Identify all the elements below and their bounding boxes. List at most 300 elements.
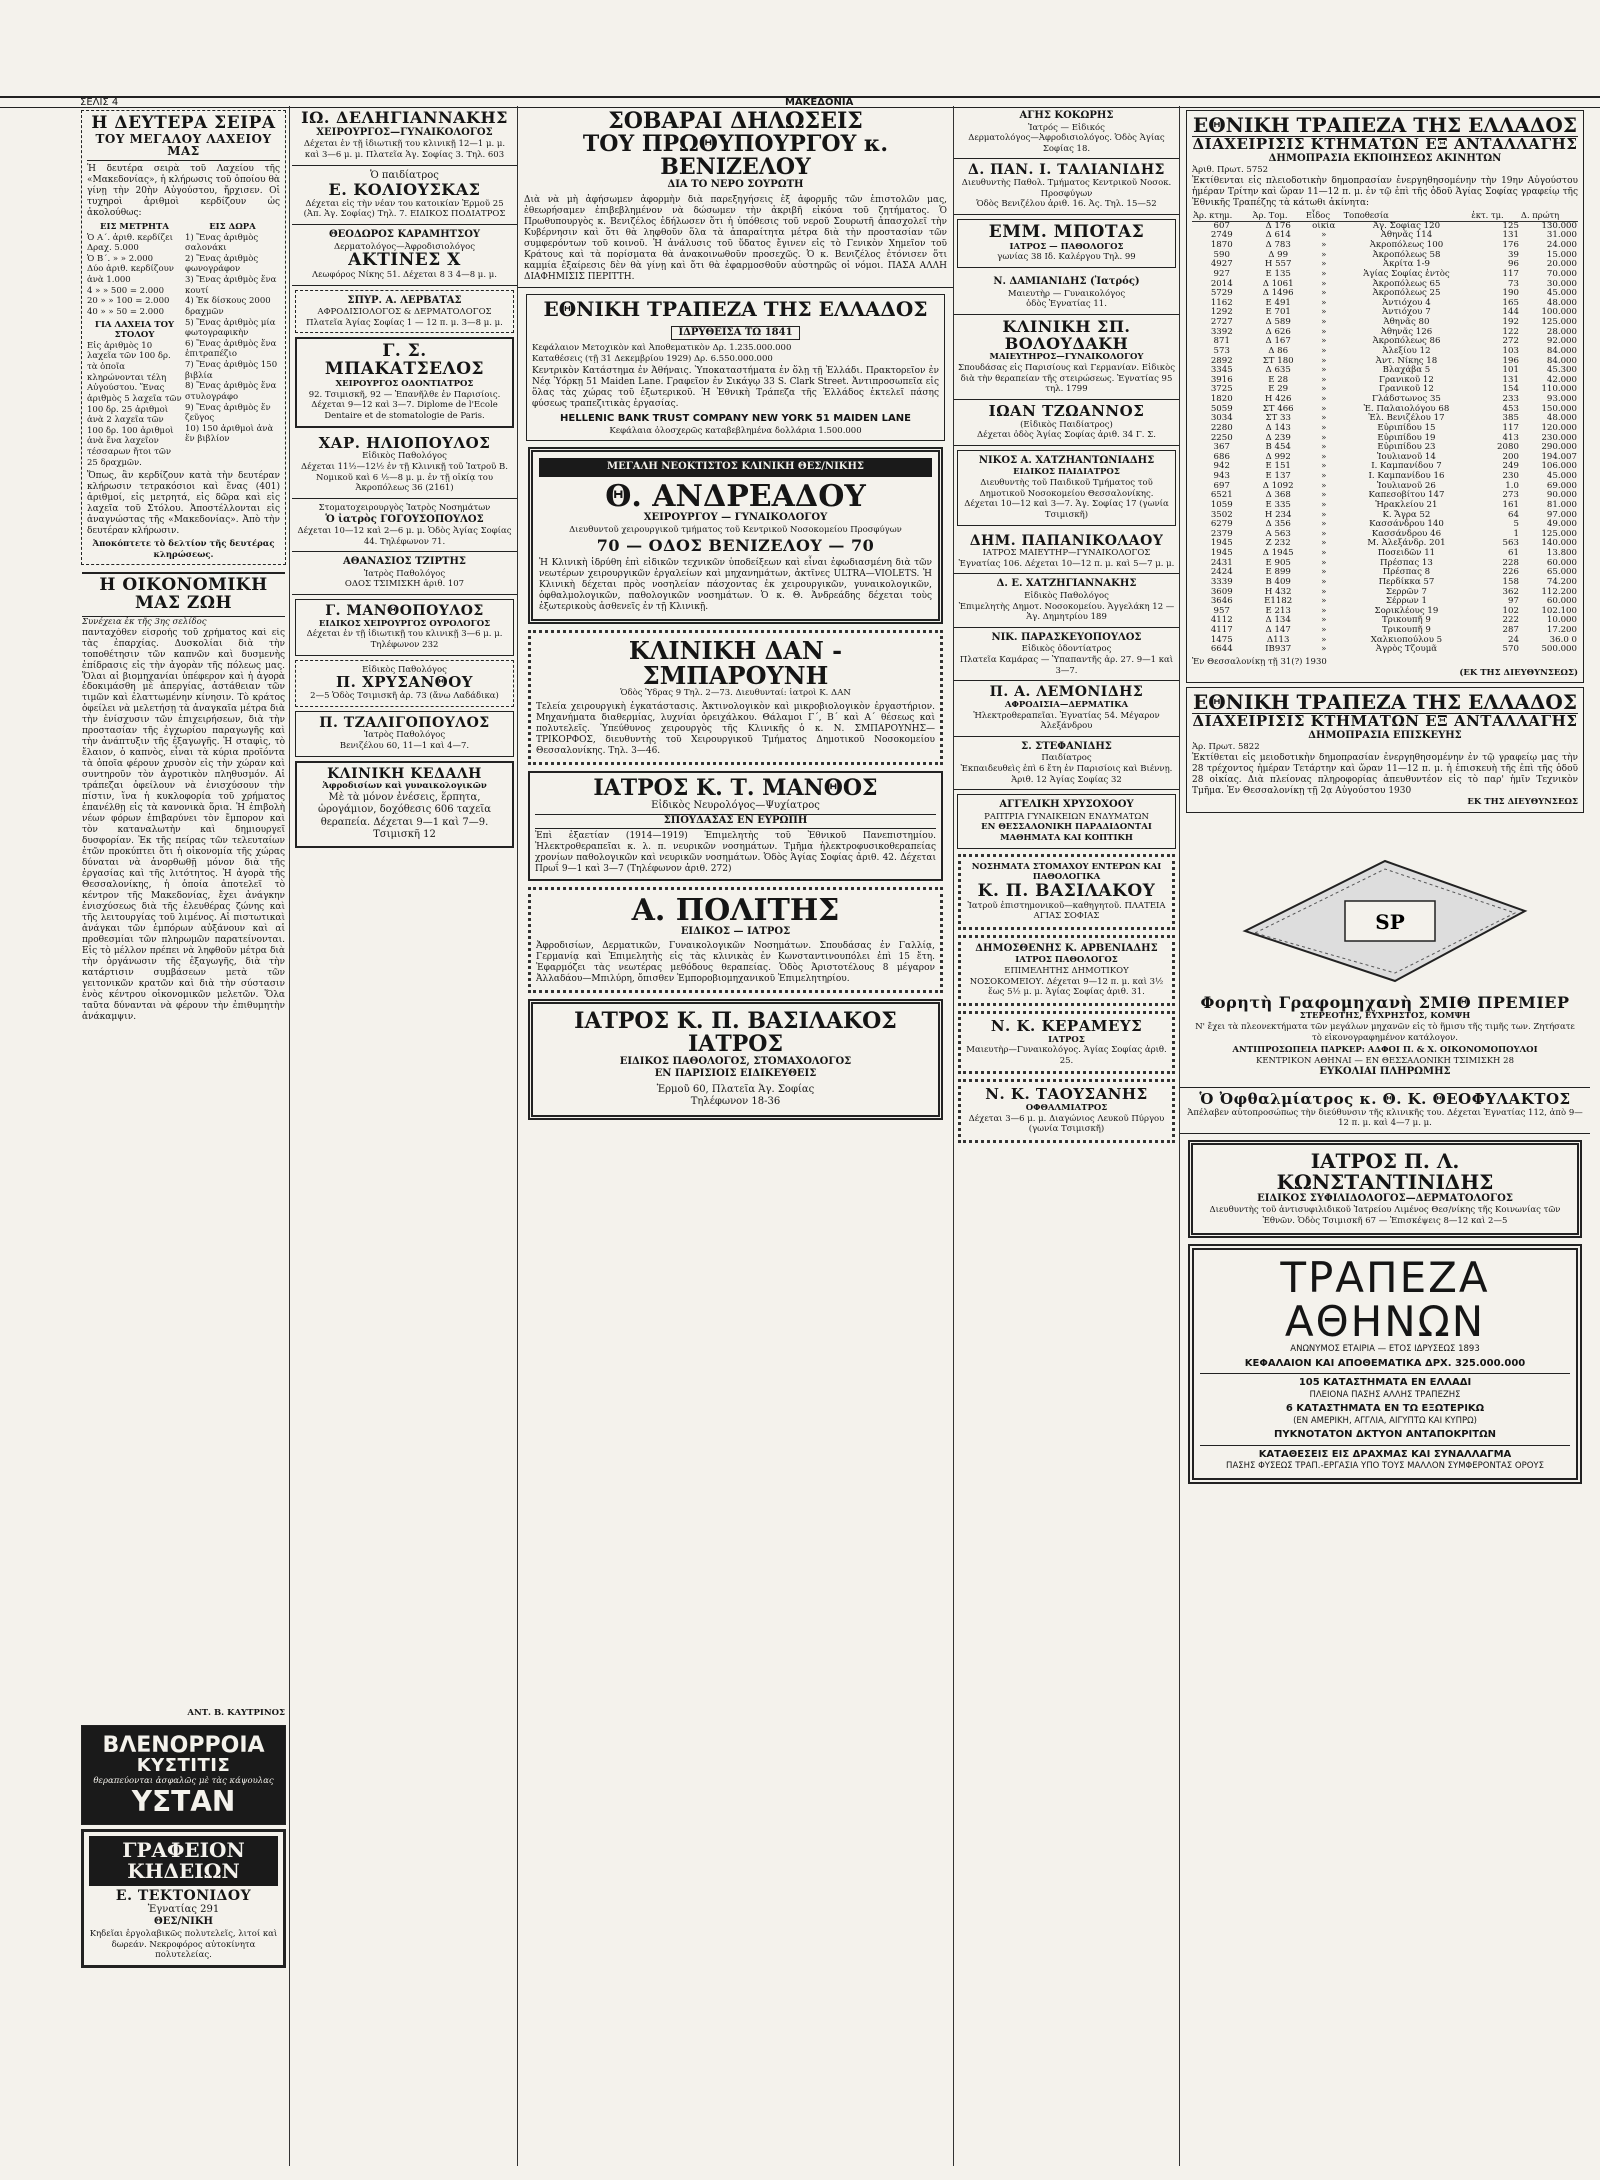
table-cell: Δ 99 — [1268, 249, 1289, 260]
table-cell: 110.000 — [1541, 384, 1577, 395]
table-cell: » — [1321, 557, 1327, 568]
table-cell: » — [1321, 625, 1327, 636]
table-cell: 3392 — [1210, 326, 1233, 337]
table-cell: Δ 1496 — [1262, 288, 1294, 299]
property-table-body — [1192, 221, 1578, 655]
cash-list — [87, 233, 182, 318]
doctor-ad: Π. ΤΖΑΛΙΓΟΠΟΥΛΟΣ Ἰατρὸς Παθολόγος Βενιζέλου 60, 11—1 καὶ 4—7. — [295, 711, 514, 757]
table-row — [1192, 588, 1578, 598]
table-cell: 1.0 — [1505, 480, 1519, 491]
cash-heading: ΕΙΣ ΜΕΤΡΗΤΑ — [100, 221, 169, 232]
table-cell: 570 — [1502, 644, 1519, 655]
list-item: Ὁ Β΄. » » 2.000 — [87, 253, 154, 264]
table-cell: 5 — [1513, 519, 1519, 530]
table-cell: Ἐλ. Βενιζέλου 17 — [1368, 413, 1445, 424]
table-cell: 28.000 — [1546, 326, 1577, 337]
table-cell: 161 — [1502, 499, 1519, 510]
table-cell: 5729 — [1210, 288, 1233, 299]
table-cell: 6279 — [1210, 519, 1233, 530]
table-cell: 697 — [1213, 480, 1230, 491]
doctor-ad: ΙΩΑΝ ΤΖΩΑΝΝΟΣ (Εἰδικὸς Παιδίατρος) Δέχεται ὁδὸς Ἁγίας Σοφίας ἀριθ. 34 Γ. Σ. — [954, 400, 1179, 446]
list-item: 7) Ἕνας ἀριθμὸς 150 βιβλία — [185, 360, 278, 381]
table-cell: » — [1321, 297, 1327, 308]
table-cell: 122 — [1502, 326, 1519, 337]
table-cell: 1059 — [1210, 499, 1233, 510]
table-cell: Ἀκροπόλεως 65 — [1372, 278, 1441, 289]
table-cell: 45.000 — [1546, 471, 1577, 482]
table-cell: Μ. Ἀλεξάνδρ. 201 — [1367, 538, 1446, 549]
table-cell: 3609 — [1210, 586, 1233, 597]
table-cell: 176 — [1502, 240, 1519, 251]
table-cell: 6644 — [1210, 644, 1233, 655]
column-1 — [78, 106, 290, 2166]
table-cell: Πρέσπας 13 — [1380, 557, 1433, 568]
table-cell: Δ 992 — [1265, 451, 1291, 462]
list-item: 10) 150 ἀριθμοὶ ἀνὰ ἕν βιβλίον — [185, 423, 274, 445]
table-cell: » — [1321, 336, 1327, 347]
doctor-ad: Ν. Κ. ΚΕΡΑΜΕΥΣ ΙΑΤΡΟΣ Μαιευτὴρ—Γυναικολόγος. Ἁγίας Σοφίας ἀριθ. 25. — [958, 1011, 1175, 1075]
table-cell: Η 557 — [1264, 259, 1292, 270]
table-cell: Ε1182 — [1264, 596, 1293, 607]
table-cell: » — [1321, 644, 1327, 655]
table-cell: » — [1321, 567, 1327, 578]
table-cell: 500.000 — [1541, 644, 1577, 655]
table-cell: » — [1321, 268, 1327, 279]
konstantinidis-ad: ΙΑΤΡΟΣ Π. Λ. ΚΩΝΣΤΑΝΤΙΝΙΔΗΣ ΕΙΔΙΚΟΣ ΣΥΦΙΛΙΔΟΛΟΓΟΣ—ΔΕΡΜΑΤΟΛΟΓΟΣ Διευθυντὴς τοῦ ἀντισυφιλιδικοῦ Ἰατρείου Λιμένος Θεσ/νίκης τῆς Κοινωνίας τῶν Ἐθνῶν. Ὁδὸς Τσιμισκῆ 67 — Ἐπισκέψεις 8—12 καὶ 2—5 — [1188, 1140, 1582, 1238]
table-cell: Η 432 — [1264, 586, 1292, 597]
seamstress-ad: ΑΓΓΕΛΙΚΗ ΧΡΥΣΟΧΟΟΥ ΡΑΠΤΡΙΑ ΓΥΝΑΙΚΕΙΩΝ ΕΝΔΥΜΑΤΩΝ ΕΝ ΘΕΣΣΑΛΟΝΙΚΗ ΠΑΡΑΔΙΔΟΝΤΑΙ ΜΑΘΗΜΑΤΑ ΚΑΙ ΚΟΠΤΙΚΗ — [957, 794, 1176, 848]
doctor-ad: ΔΗΜ. ΠΑΠΑΝΙΚΟΛΑΟΥ ΙΑΤΡΟΣ ΜΑΙΕΥΤΗΡ—ΓΥΝΑΙΚΟΛΟΓΟΣ Ἐγνατίας 106. Δέχεται 10—12 π. μ. καὶ 5—7 μ. μ. — [954, 530, 1179, 575]
table-cell: 92.000 — [1546, 336, 1577, 347]
table-cell: 3345 — [1210, 365, 1233, 376]
table-cell: » — [1321, 634, 1327, 645]
table-cell: 1475 — [1210, 634, 1233, 645]
table-cell: Ἀθηνᾶς 80 — [1383, 317, 1430, 328]
table-cell: Δ 368 — [1265, 490, 1291, 501]
table-cell: » — [1321, 432, 1327, 443]
table-cell: 192 — [1502, 317, 1519, 328]
bank-auction-notice: ΕΘΝΙΚΗ ΤΡΑΠΕΖΑ ΤΗΣ ΕΛΛΑΔΟΣ ΔΙΑΧΕΙΡΙΣΙΣ ΚΤΗΜΑΤΩΝ ΕΞ ΑΝΤΑΛΛΑΓΗΣ ΔΗΜΟΠΡΑΣΙΑ ΕΚΠΟΙΗΣΕΩΣ ΑΚΙΝΗΤΩΝ Ἀριθ. Πρωτ. 5752 Ἐκτίθενται εἰς πλειοδοτικὴν δημοπρασίαν ἐνεργηθησομένην τὴν 19ην Αὐγούστου ἡμέραν Τρίτην καὶ ὥραν 11—12 π. μ. ἐν τῷ ἐπὶ τῆς ὁδοῦ Ἁγίας Σοφίας γραφείῳ τῆς Ἐθνικῆς Τραπέζης τὰ κάτωθι ἀκίνητα: Ἀρ. κτημ. Ἀρ. Τομ. Εἶδος Τοποθεσία ἐκτ. τμ. Δ. πρώτη 607 Δ 176 οἰκία Ἁγ. Σοφίας 120 125 130.000 2749 Δ 614 » Ἀθηνᾶς 114 131 31.000 1870 Δ 783 » Ἀκροπόλεως 100 176 24.000 590 Δ 99 » Ἀκροπόλεως 58 39 15.000 4927 Η 557 » Ἀκρίτα 1-9 96 20.000 927 Ε 135 » Ἁγίας Σοφίας ἐντὸς 117 70.000 2014 Δ 1061 » Ἀκροπόλεως 65 73 30.000 5729 Δ 1496 » Ἀκροπόλεως 25 190 45.000 1162 Ε 491 » Ἀντιόχου 4 165 48.000 1292 Ε 701 » Ἀντιόχου 7 144 100.000 2727 Δ 589 » Ἀθηνᾶς 80 192 125.000 3392 Δ 626 » Ἀθηνᾶς 126 122 28.000 871 Δ 167 » Ἀκροπόλεως 86 272 92.000 573 Δ 86 » Ἀλεξίου 12 103 84.000 2892 ΣΤ 180 » Ἀντ. Νίκης 18 196 84.000 3345 Δ 635 » Βλαχάβα 5 101 45.300 3916 Ε 28 » Γρανικοῦ 12 131 42.000 3725 Ε 29 » Γρανικοῦ 12 154 110.000 1820 Η 426 » Γλάδστωνος 35 233 93.000 5059 ΣΤ 466 » Ἐ. Παλαιολόγου 68 453 150.000 3034 ΣΤ 33 » Ἐλ. Βενιζέλου 17 385 48.000 2280 Δ 143 » Εὐριπίδου 15 117 120.000 2250 Δ 239 » Εὐριπίδου 19 413 230.000 367 Β 454 » Εὐριπίδου 23 2080 290.000 686 Δ 992 » Ἰουλιανοῦ 14 200 194.007 942 Ε 151 » Ι. Καμπανίδου 7 249 106.000 943 Ε 137 » Ι. Καμπανίδου 16 230 45.000 697 Δ 1092 » Ἰουλιανοῦ 26 1.0 69.000 6521 Δ 368 » Καπεσοβίτου 147 273 90.000 1059 Ε 335 » Ἡρακλείου 21 161 81.000 3502 Η 234 » Κ. Ἄγρα 52 64 97.000 6279 Δ 356 » Κασσάνδρου 140 5 49.000 2379 Α 563 » Κασσάνδρου 46 1 125.000 1945 Ζ 232 » Μ. Ἀλεξάνδρ. 201 563 140.000 1945 Δ 1945 » Ποσειδῶν 11 61 13.800 2431 Ε 905 » Πρέσπας 13 228 60.000 2424 Ε 899 » Πρέσπας 8 226 65.000 3339 Β 409 » Περδίκκα 57 158 74.200 3609 Η 432 » Σερρῶν 7 362 112.200 3646 Ε1182 » Σέρρων 1 97 60.000 957 Ε 213 » Σορικλέους 19 102 102.100 4112 Δ 134 » Τρικουπῆ 9 222 10.000 4117 Δ 147 » Τρικουπῆ 9 287 17.200 1475 Δ113 » Χαλκιοπούλου 5 24 36.0 0 6644 ΙΒ937 » Ἀγρὸς Τζουμᾶ 570 500.000 Ἐν Θεσσαλονίκῃ τῇ 31(?) 1930 (ΕΚ ΤΗΣ ΔΙΕΥΘΥΝΣΕΩΣ) — [1186, 110, 1584, 683]
table-cell: Ε 29 — [1268, 384, 1289, 395]
staff-text: Εἰς ἀριθμὸς 10 λαχεῖα τῶν 100 δρ. τὰ ὁποῖα κληρώνονται τέλη Αὐγούστου. Ἕνας ἀριθμὸς 5 λαχεῖα τῶν 100 δρ. 25 ἀριθμοὶ ἀνὰ 2 λαχεῖα τῶν 100 δρ. 100 ἀριθμοὶ ἀνὰ ἕνα λαχεῖον τέσσαρων ἤτοι τῶν 25 δραχμῶν. — [87, 340, 182, 468]
table-cell: Ι. Καμπανίδου 16 — [1368, 471, 1445, 482]
table-cell: 927 — [1213, 268, 1230, 279]
table-cell: 96 — [1507, 259, 1519, 270]
table-cell: » — [1321, 480, 1327, 491]
table-cell: Σορικλέους 19 — [1374, 605, 1439, 616]
table-cell: 957 — [1213, 605, 1230, 616]
andreadou-clinic-ad: ΜΕΓΑΛΗ ΝΕΟΚΤΙΣΤΟΣ ΚΛΙΝΙΚΗ ΘΕΣ/ΝΙΚΗΣ Θ. ΑΝΔΡΕΑΔΟΥ ΧΕΙΡΟΥΡΓΟΥ — ΓΥΝΑΙΚΟΛΟΓΟΥ Διευθυντοῦ χειρουργικοῦ τμήματος τοῦ Κεντρικοῦ Νοσοκομείου Προσφύγων 70 — ΟΔΟΣ ΒΕΝΙΖΕΛΟΥ — 70 Ἡ Κλινικὴ ἱδρύθη ἐπὶ εἰδικῶν τεχνικῶν ὑποδείξεων καὶ εἶναι ἐφωδιασμένη διὰ τῶν νεωτέρων χειρουργικῶν ἐργαλείων καὶ μηχανημάτων, ἀκτῖνες ULTRA—VIOLETS. Ἡ Κλινικὴ δέχεται πρὸς νοσηλείαν πάσχοντας ἐκ χειρουργικῶν, γυναικολογικῶν, ὀφθαλμολογικῶν, παθολογικῶν νοσημάτων. Ὁ κ. Θ. Ἀνδρεάδης δέχεται τοὺς ἐξωτερικοὺς ἀσθενεῖς ἐν τῇ Κλινικῇ. — [528, 447, 943, 624]
table-cell: Ε 491 — [1265, 297, 1291, 308]
table-cell: Δ 167 — [1265, 336, 1291, 347]
table-cell: Δ 635 — [1265, 365, 1291, 376]
table-cell: 117 — [1502, 268, 1519, 279]
table-cell: 362 — [1502, 586, 1519, 597]
table-cell: 413 — [1502, 432, 1519, 443]
table-cell: Τρικουπῆ 9 — [1381, 625, 1431, 636]
table-cell: 10.000 — [1546, 615, 1577, 626]
table-cell: 3339 — [1210, 576, 1233, 587]
table-cell: 226 — [1502, 567, 1519, 578]
table-cell: Ἁγίας Σοφίας ἐντὸς — [1363, 268, 1450, 279]
table-cell: 30.000 — [1546, 278, 1577, 289]
gifts-list — [185, 233, 280, 446]
table-cell: 20.000 — [1546, 259, 1577, 270]
table-cell: 17.200 — [1546, 625, 1577, 636]
table-cell: 117 — [1502, 422, 1519, 433]
table-cell: 4117 — [1210, 625, 1233, 636]
vasilakos-ad: ΙΑΤΡΟΣ Κ. Π. ΒΑΣΙΛΑΚΟΣ ΙΑΤΡΟΣ ΕΙΔΙΚΟΣ ΠΑΘΟΛΟΓΟΣ, ΣΤΟΜΑΧΟΛΟΓΟΣ ΕΝ ΠΑΡΙΣΙΟΙΣ ΕΙΔΙΚΕΥΘΕΙΣ Ἑρμοῦ 60, Πλατεῖα Ἁγ. Σοφίας Τηλέφωνον 18-36 — [528, 999, 943, 1120]
bank-repair-notice: ΕΘΝΙΚΗ ΤΡΑΠΕΖΑ ΤΗΣ ΕΛΛΑΔΟΣ ΔΙΑΧΕΙΡΙΣΙΣ ΚΤΗΜΑΤΩΝ ΕΞ ΑΝΤΑΛΛΑΓΗΣ ΔΗΜΟΠΡΑΣΙΑ ΕΠΙΣΚΕΥΗΣ Ἀρ. Πρωτ. 5822 Ἐκτίθεται εἰς μειοδοτικὴν δημοπρασίαν ἐνεργηθησομένην ἐν τῷ γραφείῳ μας τὴν 28 τρέχοντος ἡμέραν Τετάρτην καὶ ὥραν 11—12 π. μ. ἡ ἐπισκευὴ τῆς ἐπὶ τῆς ὁδοῦ 28 οἰκίας. Διὰ πλείονας πληροφορίας ἀπευθυντέον εἰς τὸ παρ' ἡμῖν Τεχνικὸν Τμῆμα. Ἐν Θεσσαλονίκῃ τῇ 2ᾳ Αὐγούστου 1930 ΕΚ ΤΗΣ ΔΙΕΥΘΥΝΣΕΩΣ — [1186, 687, 1584, 812]
table-cell: Δ 614 — [1265, 230, 1291, 241]
table-cell: Ποσειδῶν 11 — [1377, 548, 1436, 559]
typewriter-illustration — [1225, 821, 1545, 991]
table-cell: » — [1321, 230, 1327, 241]
table-cell: » — [1321, 307, 1327, 318]
table-cell: » — [1321, 471, 1327, 482]
table-cell: Σέρρων 1 — [1385, 596, 1427, 607]
table-cell: Ε 899 — [1265, 567, 1291, 578]
table-cell: Ι. Καμπανίδου 7 — [1371, 461, 1442, 472]
table-cell: ΣΤ 33 — [1265, 413, 1291, 424]
table-cell: 48.000 — [1546, 413, 1577, 424]
lottery-title: Η ΔΕΥΤΕΡΑ ΣΕΙΡΑ — [91, 113, 276, 133]
table-cell: » — [1321, 278, 1327, 289]
table-cell: Χαλκιοπούλου 5 — [1370, 634, 1443, 645]
table-cell: Ἀκροπόλεως 86 — [1372, 336, 1441, 347]
bank-of-athens-ad: ΤΡΑΠΕΖΑ ΑΘΗΝΩΝ ΑΝΩΝΥΜΟΣ ΕΤΑΙΡΙΑ — ΕΤΟΣ ΙΔΡΥΣΕΩΣ 1893 ΚΕΦΑΛΑΙΟΝ ΚΑΙ ΑΠΟΘΕΜΑΤΙΚΑ ΔΡΧ. 325.000.000 105 ΚΑΤΑΣΤΗΜΑΤΑ ΕΝ ΕΛΛΑΔΙ ΠΛΕΙΟΝΑ ΠΑΣΗΣ ΑΛΛΗΣ ΤΡΑΠΕΖΗΣ 6 ΚΑΤΑΣΤΗΜΑΤΑ ΕΝ ΤΩ ΕΞΩΤΕΡΙΚΩ (ΕΝ ΑΜΕΡΙΚΗ, ΑΓΓΛΙΑ, ΑΙΓΥΠΤΩ ΚΑΙ ΚΥΠΡΩ) ΠΥΚΝΟΤΑΤΟΝ ΔΚΤΥΟΝ ΑΝΤΑΠΟΚΡΙΤΩΝ ΚΑΤΑΘΕΣΕΙΣ ΕΙΣ ΔΡΑΧΜΑΣ ΚΑΙ ΣΥΝΑΛΛΑΓΜΑ ΠΑΣΗΣ ΦΥΣΕΩΣ ΤΡΑΠ.-ΕΡΓΑΣΙΑ ΥΠΟ ΤΟΥΣ ΜΑΛΛΟΝ ΣΥΜΦΕΡΟΝΤΑΣ ΟΡΟΥΣ — [1188, 1244, 1582, 1484]
list-item: 4) Ἐκ δίσκους 2000 δραχμῶν — [185, 296, 271, 317]
lottery-closing: Ἀποκόπτετε τὸ δελτίον τῆς δευτέρας κληρώσεως. — [92, 539, 275, 560]
table-cell: 367 — [1213, 442, 1230, 453]
table-cell: Ἀντ. Νίκης 18 — [1375, 355, 1438, 366]
table-cell: 3725 — [1210, 384, 1233, 395]
table-cell: Γλάδστωνος 35 — [1371, 394, 1441, 405]
table-cell: » — [1321, 461, 1327, 472]
table-cell: 84.000 — [1546, 345, 1577, 356]
table-cell: 90.000 — [1546, 490, 1577, 501]
doctor-ad: Γ. ΜΑΝΘΟΠΟΥΛΟΣ ΕΙΔΙΚΟΣ ΧΕΙΡΟΥΡΓΟΣ ΟΥΡΟΛΟΓΟΣ Δέχεται ἐν τῇ ἰδιωτικῇ του κλινικῇ 3—6 μ. μ. Τηλέφωνον 232 — [295, 599, 514, 656]
table-cell: » — [1321, 365, 1327, 376]
table-cell: 4927 — [1210, 259, 1233, 270]
table-cell: 228 — [1502, 557, 1519, 568]
clinic-ad: ΚΛΙΝΙΚΗ ΚΕΔΑΛΗ Ἀφροδισίων καὶ γυναικολογικῶν Μὲ τὰ μόνον ἐνέσεις, ἕρπητα, ὡρογάμιον, δοχόθεσις 606 ταχεῖα θεραπεία. Δέχεται 9—1 καὶ 7—9. Τσιμισκῆ 12 — [295, 761, 514, 848]
table-cell: 31.000 — [1546, 230, 1577, 241]
lottery-note: Ὅπως, ἂν κερδίζουν κατὰ τὴν δευτέραν κλήρωσιν τετρακόσιοι καὶ ἕνας (401) ἀριθμοί, εἰς μετρητά, εἰς δῶρα καὶ εἰς λαχεῖα τοῦ Στόλου. Ἀποστέλλονται εἰς ἀναγνώστας τῆς «Μακεδονίας». Ἀπὸ τὴν δευτέραν κλήρωσιν. — [87, 471, 280, 537]
table-cell: » — [1321, 615, 1327, 626]
table-cell: 39 — [1507, 249, 1519, 260]
table-cell: Κ. Ἄγρα 52 — [1382, 509, 1431, 520]
table-cell: Δ 147 — [1265, 625, 1291, 636]
table-cell: 15.000 — [1546, 249, 1577, 260]
table-cell: 273 — [1502, 490, 1519, 501]
table-cell: Δ 589 — [1265, 317, 1291, 328]
table-cell: Εὐριπίδου 23 — [1377, 442, 1436, 453]
article-body: πανταχόθεν εἰσροής τοῦ χρήματος καὶ εἰς τὰς ἐπαρχίας. Δυσκολίαι διὰ τὴν τοποθέτησιν τῶν καπνῶν καὶ δυσμενὴς ἐπίδρασις εἰς τὴν ἀγορὰν τῆς πόλεως μας. Ὅλαι αἱ βιομηχανίαι ὑπέφερον καὶ ἡ ἀγορὰ ἐδοκιμάσθη μὲ ἀπεργίας, ἀστάθειαν τῶν τιμῶν καὶ ἐλαττωμένην κίνησιν. Τὸ κράτος ὀφείλει νὰ μελετήσῃ τὰ ἀναγκαῖα μέτρα διὰ τὴν ἐνίσχυσιν τῶν ἐπιχειρήσεων, διὰ τὴν προστασίαν τῆς ἐγχωρίου παραγωγῆς καὶ τὴν ἀνάπτυξιν τῆς ἐξαγωγῆς. Ἡ σταφὶς, τὸ ἔλαιον, ὁ καπνὸς, εἶναι τὰ κύρια προϊόντα τὰ ὁποῖα φέρουν χρυσὸν εἰς τὴν χώραν καὶ συντηροῦν τὸν ἀγροτικὸν πληθυσμόν. Αἱ τράπεζαι ὀφείλουν νὰ ἐνισχύσουν τὴν πίστιν, ἵνα ἡ κυκλοφορία τοῦ χρήματος ἐπανέλθῃ εἰς τὰ κανονικὰ ὅρια. Ἡ ἐπιβολὴ νέων φόρων ἐπιβαρύνει τὸν ἔμπορον καὶ τὸν καταναλωτὴν καὶ δημιουργεῖ δυσφορίαν. Ἐκ τῆς πείρας τῶν τελευταίων ἐτῶν προκύπτει ὅτι ἡ οἰκονομία τῆς χώρας δύναται νὰ ἀνορθωθῇ μόνον διὰ τῆς ἐργασίας καὶ τῆς λιτότητος. Ἡ ἀγορὰ τῆς Θεσσαλονίκης, ἡ ὁποία ἀποτελεῖ τὸ κέντρον τῆς Μακεδονίας, ἔχει ἀνάγκην ἐνισχύσεως διὰ τῆς ἐλευθέρας ζώνης καὶ τῆς λειτουργίας τοῦ λιμένος. Αἱ πιστωτικαὶ ἀνάγκαι τῶν ἐμπόρων αὐξάνουν καὶ αἱ προθεσμίαι τῶν πληρωμῶν παρατείνονται. Εἰς τὸ μέλλον πρέπει νὰ ληφθοῦν μέτρα διὰ τὴν ὀργάνωσιν τῆς ἐξαγωγῆς, διὰ τὴν κατάρτισιν συμβάσεων μετὰ τῶν γειτονικῶν κρατῶν καὶ διὰ τὴν σύστασιν ἑνὸς κέντρου οἰκονομικῶν μελετῶν. Ὅλα ταῦτα δύνανται νὰ φέρουν τὴν ἐπιθυμητὴν ἀνάκαμψιν. — [82, 627, 285, 1022]
table-cell: Δ113 — [1266, 634, 1290, 645]
table-cell: Ε 28 — [1268, 374, 1289, 385]
doctor-ad: ΙΩ. ΔΕΛΗΓΙΑΝΝΑΚΗΣ ΧΕΙΡΟΥΡΓΟΣ—ΓΥΝΑΙΚΟΛΟΓΟΣ Δέχεται ἐν τῇ ἰδιωτικῇ του κλινικῇ 12—1 μ. μ. καὶ 3—6 μ. μ. Πλατεῖα Ἁγ. Σοφίας 3. Τηλ. 603 — [292, 106, 517, 166]
table-cell: » — [1321, 374, 1327, 385]
table-cell: 1162 — [1210, 297, 1233, 308]
article-subtitle: ΔΙΑ ΤΟ ΝΕΡΟ ΣΟΥΡΩΤΗ — [667, 179, 804, 191]
table-cell: 2250 — [1210, 432, 1233, 443]
lottery-announcement — [81, 110, 286, 565]
table-cell: Α 563 — [1265, 528, 1291, 539]
table-cell: Β 454 — [1265, 442, 1291, 453]
staff-heading: ΓΙΑ ΛΑΧΕΙΑ ΤΟΥ ΣΤΟΛΟΥ — [94, 319, 175, 341]
doctor-ad: Ν. ΔΑΜΙΑΝΙΔΗΣ (Ἰατρός) Μαιευτὴρ — Γυναικολόγος ὁδὸς Ἐγνατίας 11. — [954, 272, 1179, 315]
table-cell: Ἁγ. Σοφίας 120 — [1372, 220, 1441, 231]
doctor-ad: Εἰδικὸς Παθολόγος Π. ΧΡΥΣΑΝΘΟΥ 2—5 Ὁδὸς Τσιμισκῆ ἀρ. 73 (ἄνω Λαδάδικα) — [295, 660, 514, 707]
list-item: Ὁ Α΄. ἀριθ. κερδίζει Δραχ. 5.000 — [87, 232, 173, 254]
table-cell: 563 — [1502, 538, 1519, 549]
table-cell: 45.300 — [1546, 365, 1577, 376]
list-item: 4 » » 500 = 2.000 — [87, 285, 164, 296]
table-cell: ΣΤ 180 — [1262, 355, 1294, 366]
table-cell: 1820 — [1210, 394, 1233, 405]
newspaper-name: ΜΑΚΕΔΟΝΙΑ — [784, 97, 854, 108]
table-cell: 45.000 — [1546, 288, 1577, 299]
table-cell: » — [1321, 259, 1327, 270]
table-cell: Καπεσοβίτου 147 — [1368, 490, 1445, 501]
list-item: 20 » » 100 = 2.000 — [87, 296, 170, 307]
table-cell: 81.000 — [1546, 499, 1577, 510]
table-cell: 607 — [1213, 220, 1230, 231]
table-cell: 130.000 — [1541, 220, 1577, 231]
table-cell: Δ 1092 — [1262, 480, 1294, 491]
table-cell: 65.000 — [1546, 567, 1577, 578]
table-cell: Τρικουπῆ 9 — [1381, 615, 1431, 626]
table-cell: 24 — [1507, 634, 1519, 645]
doctor-ad: Π. Α. ΛΕΜΟΝΙΔΗΣ ΑΦΡΟΔΙΣΙΑ—ΔΕΡΜΑΤΙΚΑ Ἠλεκτροθεραπεῖαι. Ἐγνατίας 54. Μέγαρον Ἀλεξάνδρου — [954, 681, 1179, 737]
table-cell: 230.000 — [1541, 432, 1577, 443]
table-cell: 453 — [1502, 403, 1519, 414]
table-cell: 103 — [1502, 345, 1519, 356]
doctor-ad: Δ. Ε. ΧΑΤΖΗΓΙΑΝΝΑΚΗΣ Εἰδικὸς Παθολόγος Ἐπιμελητὴς Δημοτ. Νοσοκομείου. Ἀγγελάκη 12 — Ἁγ. Δημητρίου 189 — [954, 574, 1179, 627]
table-cell: 69.000 — [1546, 480, 1577, 491]
doctor-ad: ΑΓΗΣ ΚΟΚΩΡΗΣ Ἰατρός — Εἰδικός Δερματολόγος—Ἀφροδισιολόγος. Ὁδὸς Ἁγίας Σοφίας 18. — [954, 106, 1179, 159]
table-cell: 272 — [1502, 336, 1519, 347]
table-cell: 190 — [1502, 288, 1519, 299]
table-cell: 112.200 — [1541, 586, 1577, 597]
table-cell: Πρέσπας 8 — [1382, 567, 1431, 578]
table-cell: Κασσάνδρου 140 — [1369, 519, 1444, 530]
table-cell: 200 — [1502, 451, 1519, 462]
table-cell: » — [1321, 394, 1327, 405]
table-cell: 2424 — [1210, 567, 1233, 578]
list-item: 3) Ἕνας ἀριθμὸς ἕνα κουτί — [185, 275, 277, 296]
table-cell: » — [1321, 605, 1327, 616]
table-cell: » — [1321, 288, 1327, 299]
table-cell: 385 — [1502, 413, 1519, 424]
table-cell: » — [1321, 317, 1327, 328]
table-cell: 287 — [1502, 625, 1519, 636]
table-cell: Ε 137 — [1265, 471, 1291, 482]
table-cell: Ἀκροπόλεως 100 — [1369, 240, 1444, 251]
typewriter-ad: SP Φορητὴ Γραφομηχανὴ ΣΜΙΘ ΠΡΕΜΙΕΡ ΣΤΕΡΕΟΤΗΣ, ΕΥΧΡΗΣΤΟΣ, ΚΟΜΨΗ Ν' ἔχει τὰ πλεονεκτήματα τῶν μεγάλων μηχανῶν εἰς τὸ ἥμισυ τῆς τιμῆς των. Ζητήσατε τὸ εἰκονογραφημένον κατάλογον. ΑΝΤΙΠΡΟΣΩΠΕΙΑ ΠΑΡΚΕΡ: ΑΔΦΟΙ Π. & Χ. ΟΙΚΟΝΟΜΟΠΟΥΛΟΙ ΚΕΝΤΡΙΚΟΝ ΑΘΗΝΑΙ — ΕΝ ΘΕΣΣΑΛΟΝΙΚΗ ΤΣΙΜΙΣΚΗ 28 ΕΥΚΟΛΙΑΙ ΠΛΗΡΩΜΗΣ — [1186, 817, 1584, 1083]
table-cell: 871 — [1213, 336, 1230, 347]
table-cell: » — [1321, 240, 1327, 251]
table-cell: Ἀγρὸς Τζουμᾶ — [1375, 644, 1438, 655]
table-cell: Η 426 — [1264, 394, 1292, 405]
table-cell: 573 — [1213, 345, 1230, 356]
blenorrhea-ad: ΒΛΕΝΟΡΡΟΙΑ ΚΥΣΤΙΤΙΣ θεραπεύονται ἀσφαλῶς μὲ τὰς κάψουλας ΥΣΤΑΝ — [81, 1725, 286, 1825]
table-cell: 106.000 — [1541, 461, 1577, 472]
table-cell: 686 — [1213, 451, 1230, 462]
table-cell: 165 — [1502, 297, 1519, 308]
table-cell: 102.100 — [1541, 605, 1577, 616]
list-item: 2) Ἕνας ἀριθμὸς φωνογράφον — [185, 253, 259, 275]
table-cell: 42.000 — [1546, 374, 1577, 385]
table-cell: Ε 701 — [1265, 307, 1291, 318]
doctor-ad: ΝΙΚ. ΠΑΡΑΣΚΕΥΟΠΟΥΛΟΣ Εἰδικὸς ὀδοντίατρος Πλατεῖα Καμάρας — Ὑπαπαντῆς ἀρ. 27. 9—1 καὶ 3—7. — [954, 628, 1179, 681]
table-cell: 120.000 — [1541, 422, 1577, 433]
table-cell: 2727 — [1210, 317, 1233, 328]
table-cell: » — [1321, 422, 1327, 433]
doctor-ad: Δ. ΠΑΝ. Ι. ΤΑΛΙΑΝΙΔΗΣ Διευθυντὴς Παθολ. Τμήματος Κεντρικοῦ Νοσοκ. Προσφύγων Ὁδὸς Βενιζέλου ἀριθ. 16. Ἀς. Τηλ. 15—52 — [954, 159, 1179, 215]
table-cell: » — [1321, 596, 1327, 607]
table-cell: 230 — [1502, 471, 1519, 482]
table-cell: 158 — [1502, 576, 1519, 587]
table-cell: 249 — [1502, 461, 1519, 472]
table-cell: 49.000 — [1546, 519, 1577, 530]
table-cell: Δ 239 — [1265, 432, 1291, 443]
table-cell: Δ 783 — [1265, 240, 1291, 251]
table-cell: Ε 335 — [1265, 499, 1291, 510]
table-cell: 140.000 — [1541, 538, 1577, 549]
table-cell: » — [1321, 528, 1327, 539]
table-cell: 73 — [1507, 278, 1519, 289]
doctor-ad: ΕΜΜ. ΜΠΟΤΑΣ ΙΑΤΡΟΣ — ΠΑΘΟΛΟΓΟΣ γωνίας 38 Ιδ. Καλέργου Τηλ. 99 — [957, 219, 1176, 268]
table-cell: Ε 213 — [1265, 605, 1291, 616]
table-cell: Περδίκκα 57 — [1378, 576, 1435, 587]
table-cell: 196 — [1502, 355, 1519, 366]
table-cell: 60.000 — [1546, 596, 1577, 607]
table-cell: 154 — [1502, 384, 1519, 395]
table-cell: 290.000 — [1541, 442, 1577, 453]
table-cell: Ἀκροπόλεως 58 — [1372, 249, 1441, 260]
table-cell: 144 — [1502, 307, 1519, 318]
table-cell: » — [1321, 413, 1327, 424]
table-cell: 125.000 — [1541, 317, 1577, 328]
table-cell: 3502 — [1210, 509, 1233, 520]
lottery-intro: Ἡ δευτέρα σειρὰ τοῦ Λαχείου τῆς «Μακεδονίας», ἡ κλήρωσις τοῦ ὁποίου θὰ γίνῃ τὴν 20ὴν Αὐγούστου, ἤρχισεν. Οἱ τυχηροὶ ἀριθμοὶ κερδίζουν ὡς ἀκολούθως: — [87, 164, 280, 218]
table-cell: 97.000 — [1546, 509, 1577, 520]
national-bank-ad: ΕΘΝΙΚΗ ΤΡΑΠΕΖΑ ΤΗΣ ΕΛΛΑΔΟΣ ΙΔΡΥΘΕΙΣΑ ΤΩ 1841 Κεφάλαιον Μετοχικὸν καὶ Ἀποθεματικὸν Δρ. 1.235.000.000 Καταθέσεις (τῇ 31 Δεκεμβρίου 1929) Δρ. 6.550.000.000 Κεντρικὸν Κατάστημα ἐν Ἀθήναις. Ὑποκαταστήματα ἐν ὅλῃ τῇ Ἑλλάδι. Πρακτορεῖον ἐν Νέᾳ Ὑόρκῃ 51 Maiden Lane. Γραφεῖον ἐν Σικάγῳ 33 S. Clark Street. Ἀντιπροσωπεῖα εἰς ὅλας τὰς χώρας τοῦ ἐξωτερικοῦ. Ἡ Ἐθνικὴ Τράπεζα τῆς Ἑλλάδος ἐκτελεῖ πάσης φύσεως τραπεζιτικὰς ἐργασίας. HELLENIC BANK TRUST COMPANY NEW YORK 51 MAIDEN LANE Κεφάλαια ὁλοσχερῶς καταβεβλημένα δολλάρια 1.500.000 — [526, 294, 945, 442]
table-cell: 13.800 — [1546, 548, 1577, 559]
doctor-ad: ΘΕΟΔΩΡΟΣ ΚΑΡΑΜΗΤΣΟΥ Δερματολόγος—Ἀφροδισιολόγος ΑΚΤΙΝΕΣ Χ Λεωφόρος Νίκης 51. Δέχεται 8 3 4—8 μ. μ. — [292, 225, 517, 286]
table-cell: Ε 135 — [1265, 268, 1291, 279]
table-cell: 93.000 — [1546, 394, 1577, 405]
table-cell: Σερρῶν 7 — [1385, 586, 1427, 597]
table-cell: 101 — [1502, 365, 1519, 376]
table-row — [1192, 578, 1578, 588]
lottery-subtitle: ΤΟΥ ΜΕΓΑΛΟΥ ΛΑΧΕΙΟΥ ΜΑΣ — [87, 133, 280, 161]
table-cell: 97 — [1507, 596, 1519, 607]
table-cell: Β 409 — [1265, 576, 1291, 587]
table-cell: 64 — [1507, 509, 1519, 520]
list-item: Δύο ἀριθ. κερδίζουν ἀνὰ 1.000 — [87, 264, 174, 285]
table-cell: Δ 134 — [1265, 615, 1291, 626]
table-cell: 61 — [1507, 548, 1519, 559]
column-2 — [292, 106, 518, 2166]
table-cell: » — [1321, 249, 1327, 260]
doctor-ad: ΧΑΡ. ΗΛΙΟΠΟΥΛΟΣ Εἰδικὸς Παθολόγος Δέχεται 11½—12½ ἐν τῇ Κλινικῇ τοῦ Ἰατροῦ Β. Νομικοῦ καὶ 6 ½—8 μ. μ. ἐν τῇ οἰκίᾳ του Ἀκροπόλεως 36 (2161) — [292, 432, 517, 499]
column-4 — [954, 106, 1180, 2166]
table-cell: 36.0 0 — [1549, 634, 1577, 645]
table-cell: Γρανικοῦ 12 — [1379, 374, 1434, 385]
doctor-ad: Στοματοχειρουργὸς Ἰατρὸς Νοσημάτων Ὁ ἰατρὸς ΓΟΓΟΥΣΟΠΟΥΛΟΣ Δέχεται 10—12 καὶ 2—6 μ. μ. Ὁδὸς Ἁγίας Σοφίας 44. Τηλέφωνον 71. — [292, 499, 517, 552]
clinic-ad: ΚΛΙΝΙΚΗ ΣΠ. ΒΟΛΟΥΔΑΚΗ ΜΑΙΕΥΤΗΡΟΣ—ΓΥΝΑΙΚΟΛΟΓΟΥ Σπουδάσας εἰς Παρισίους καὶ Γερμανίαν. Εἰδικὸς διὰ τὴν θεραπείαν τῆς στειρώσεως. Ἐγνατίας 95 τηλ. 1799 — [954, 315, 1179, 400]
table-cell: 2431 — [1210, 557, 1233, 568]
table-cell: Δ 1061 — [1262, 278, 1294, 289]
doctor-ad: Ν. Κ. ΤΑΟΥΣΑΝΗΣ ΟΦΘΑΛΜΙΑΤΡΟΣ Δέχεται 3—6 μ. μ. Διαγώνιος Λευκοῦ Πύργου (γωνία Τσιμισκῆ) — [958, 1079, 1175, 1143]
doctor-ad: Γ. Σ. ΜΠΑΚΑΤΣΕΛΟΣ ΧΕΙΡΟΥΡΓΟΣ ΟΔΟΝΤΙΑΤΡΟΣ 92. Τσιμισκῆ, 92 — Ἐπανῆλθε ἐν Παρισίοις. Δέχεται 9—12 καὶ 3—7. Diplome de l'Ecole Dentaire et de stomatologie de Paris. — [295, 337, 514, 427]
table-cell: 48.000 — [1546, 297, 1577, 308]
politis-ad: Α. ΠΟΛΙΤΗΣ ΕΙΔΙΚΟΣ — ΙΑΤΡΟΣ Ἀφροδισίων, Δερματικῶν, Γυναικολογικῶν Νοσημάτων. Σπουδάσας ἐν Γαλλίᾳ, Γερμανίᾳ καὶ Ἐπιμελητὴς εἰς τὰς κλινικὰς ἐν Κωνσταντινουπόλει ἐπὶ 15 ἔτη. Ἐφαρμόζει τὰς νεωτέρας μεθόδους θεραπείας. Ὁδὸς Ἀριστοτέλους 8 μέγαρον Ἀλλαδάου—Μπιλύρη, ὄπισθεν Ἐμποροβιομηχανικοῦ Ἐπιμελητηρίου. — [528, 887, 943, 993]
table-cell: Ἡρακλείου 21 — [1375, 499, 1438, 510]
list-item: 6) Ἕνας ἀριθμὸς ἕνα ἐπιτραπέζιο — [185, 338, 277, 360]
table-cell: 102 — [1502, 605, 1519, 616]
list-item: 5) Ἕνας ἀριθμὸς μία φωτογραφικὴν — [185, 317, 276, 339]
table-cell: » — [1321, 384, 1327, 395]
table-cell: » — [1321, 490, 1327, 501]
table-cell: 3646 — [1210, 596, 1233, 607]
table-cell: Ἀλεξίου 12 — [1382, 345, 1431, 356]
table-cell: 3916 — [1210, 374, 1233, 385]
table-cell: 60.000 — [1546, 557, 1577, 568]
table-cell: 1292 — [1210, 307, 1233, 318]
table-cell: » — [1321, 355, 1327, 366]
dan-sbarouni-clinic-ad: ΚΛΙΝΙΚΗ ΔΑΝ - ΣΜΠΑΡΟΥΝΗ Ὁδὸς Ὑδρας 9 Τηλ. 2—73. Διευθυνταί: ἰατροὶ Κ. ΔΑΝ Τελεία χειρουργικὴ ἐγκατάστασις. Ἀκτινολογικὸν καὶ μικροβιολογικὸν ἐργαστήριον. Μηχανήματα διαθερμίας, λυχνίαι ὀρειχάλκου. Θάλαμοι Γ΄, Β΄ καὶ Α΄ θέσεως καὶ πολυτελεῖς. Ὑπεύθυνος χειρουργὸς τῆς Κλινικῆς ὁ κ. Ν. ΣΜΠΑΡΟΥΝΗΣ—ΤΡΙΚΟΡΦΟΣ, διευθυντὴς τοῦ Χειρουργικοῦ Τμήματος Δημοτικοῦ Νοσοκομείου Θεσσαλονίκης. Τηλ. 3—46. — [528, 630, 943, 765]
table-cell: Βλαχάβα 5 — [1382, 365, 1431, 376]
table-cell: Δ 1945 — [1262, 548, 1294, 559]
table-cell: Ἀκροπόλεως 25 — [1372, 288, 1441, 299]
table-cell: 4112 — [1210, 615, 1233, 626]
property-table — [1192, 209, 1578, 655]
table-cell: 2892 — [1210, 355, 1233, 366]
table-cell: Ἀκρίτα 1-9 — [1382, 259, 1431, 270]
table-cell: Ἀντιόχου 4 — [1382, 297, 1431, 308]
table-cell: Ἀντιόχου 7 — [1382, 307, 1431, 318]
theofylaktos-ad: Ὁ Ὀφθαλμίατρος κ. Θ. Κ. ΘΕΟΦΥΛΑΚΤΟΣ Ἀπέλαβεν αὐτοπροσώπως τὴν διεύθυνσιν τῆς κλινικῆς του. Δέχεται Ἐγνατίας 112, ἀπὸ 9—12 π. μ. καὶ 4—7 μ. μ. — [1180, 1087, 1590, 1134]
article-title-2: ΤΟΥ ΠΡΩΘΥΠΟΥΡΓΟΥ κ. ΒΕΝΙΖΕΛΟΥ — [582, 131, 889, 181]
table-cell: » — [1321, 451, 1327, 462]
table-cell: Η 234 — [1264, 509, 1292, 520]
table-cell: Κασσάνδρου 46 — [1371, 528, 1442, 539]
table-cell: » — [1321, 509, 1327, 520]
table-cell: Ζ 232 — [1265, 538, 1291, 549]
table-cell: 84.000 — [1546, 355, 1577, 366]
table-cell: » — [1321, 538, 1327, 549]
table-cell: » — [1321, 586, 1327, 597]
doctor-ad: ΣΠΥΡ. Α. ΛΕΡΒΑΤΑΣ ΑΦΡΟΔΙΣΙΟΛΟΓΟΣ & ΔΕΡΜΑΤΟΛΟΓΟΣ Πλατεῖα Ἁγίας Σοφίας 1 — 12 π. μ. 3—8 μ. μ. — [295, 290, 514, 334]
doctor-ad: Σ. ΣΤΕΦΑΝΙΔΗΣ Παιδίατρος Ἐκπαιδευθεὶς ἐπὶ 6 ἔτη ἐν Παρισίοις καὶ Βιέννῃ. Ἀριθ. 12 Ἁγίας Σοφίας 32 — [954, 737, 1179, 790]
table-cell: 131 — [1502, 230, 1519, 241]
table-cell: » — [1321, 499, 1327, 510]
article-subtitle: Συνέχεια ἐκ τῆς 3ης σελίδος — [82, 617, 207, 627]
doctor-ad: Ὁ παιδίατρος Ε. ΚΟΛΙΟΥΣΚΑΣ Δέχεται εἰς τὴν νέαν του κατοικίαν Ἑρμοῦ 25 (Ἀπ. Ἁγ. Σοφίας) Τηλ. 7. ΕΙΔΙΚΟΣ ΠΟΔΙΑΤΡΟΣ — [292, 166, 517, 226]
table-cell: 2379 — [1210, 528, 1233, 539]
article-body: Διὰ νὰ μὴ ἀφήσωμεν ἀφορμὴν διὰ παρεξηγήσεις ἐξ ἀφορμῆς τῶν ἐπιστολῶν μας, ἐθεωρήσαμεν ἐπιβεβλημένον νὰ δώσωμεν τὴν ἀκριβῆ εἰκόνα τοῦ ζητήματος. Ὁ Πρωθυπουργὸς κ. Βενιζέλος ἐδήλωσεν ὅτι ἡ ὑπόθεσις τοῦ νεροῦ Σουρωτῆ ἀπασχολεῖ τὴν Κυβέρνησιν καὶ ὅτι θὰ ληφθοῦν ὅλα τὰ ἀπαραίτητα μέτρα διὰ τὴν προστασίαν τῶν συμφερόντων τοῦ κοινοῦ. Ἡ ἀνάλυσις τοῦ ὕδατος ἔγινεν εἰς τὸ Γενικὸν Χημεῖον τοῦ Κράτους καὶ τὰ πορίσματα θὰ ἀνακοινωθοῦν προσεχῶς. Ὁ κ. Βενιζέλος ἐτόνισεν ὅτι καμμία ἐξαίρεσις δὲν θὰ γίνῃ καὶ ὅτι θὰ ἐφαρμοσθοῦν αὐστηρῶς οἱ νόμοι. ΠΑΣΑ ΑΛΛΗ ΔΙΑΦΗΜΙΣΙΣ ΠΕΡΙΤΤΗ. — [524, 194, 947, 282]
table-cell: Δ 356 — [1265, 519, 1291, 530]
doctor-ad: ΔΗΜΟΣΘΕΝΗΣ Κ. ΑΡΒΕΝΙΑΔΗΣ ΙΑΤΡΟΣ ΠΑΘΟΛΟΓΟΣ ΕΠΙΜΕΛΗΤΗΣ ΔΗΜΟΤΙΚΟΥ ΝΟΣΟΚΟΜΕΙΟΥ. Δέχεται 9—12 π. μ. καὶ 3½ ἕως 5½ μ. μ. Ἁγίας Σοφίας ἀριθ. 31. — [958, 935, 1175, 1006]
table-cell: ΙΒ937 — [1265, 644, 1292, 655]
table-cell: 100.000 — [1541, 307, 1577, 318]
page-number: ΣΕΛΙΣ 4 — [80, 97, 119, 108]
table-cell: 2280 — [1210, 422, 1233, 433]
